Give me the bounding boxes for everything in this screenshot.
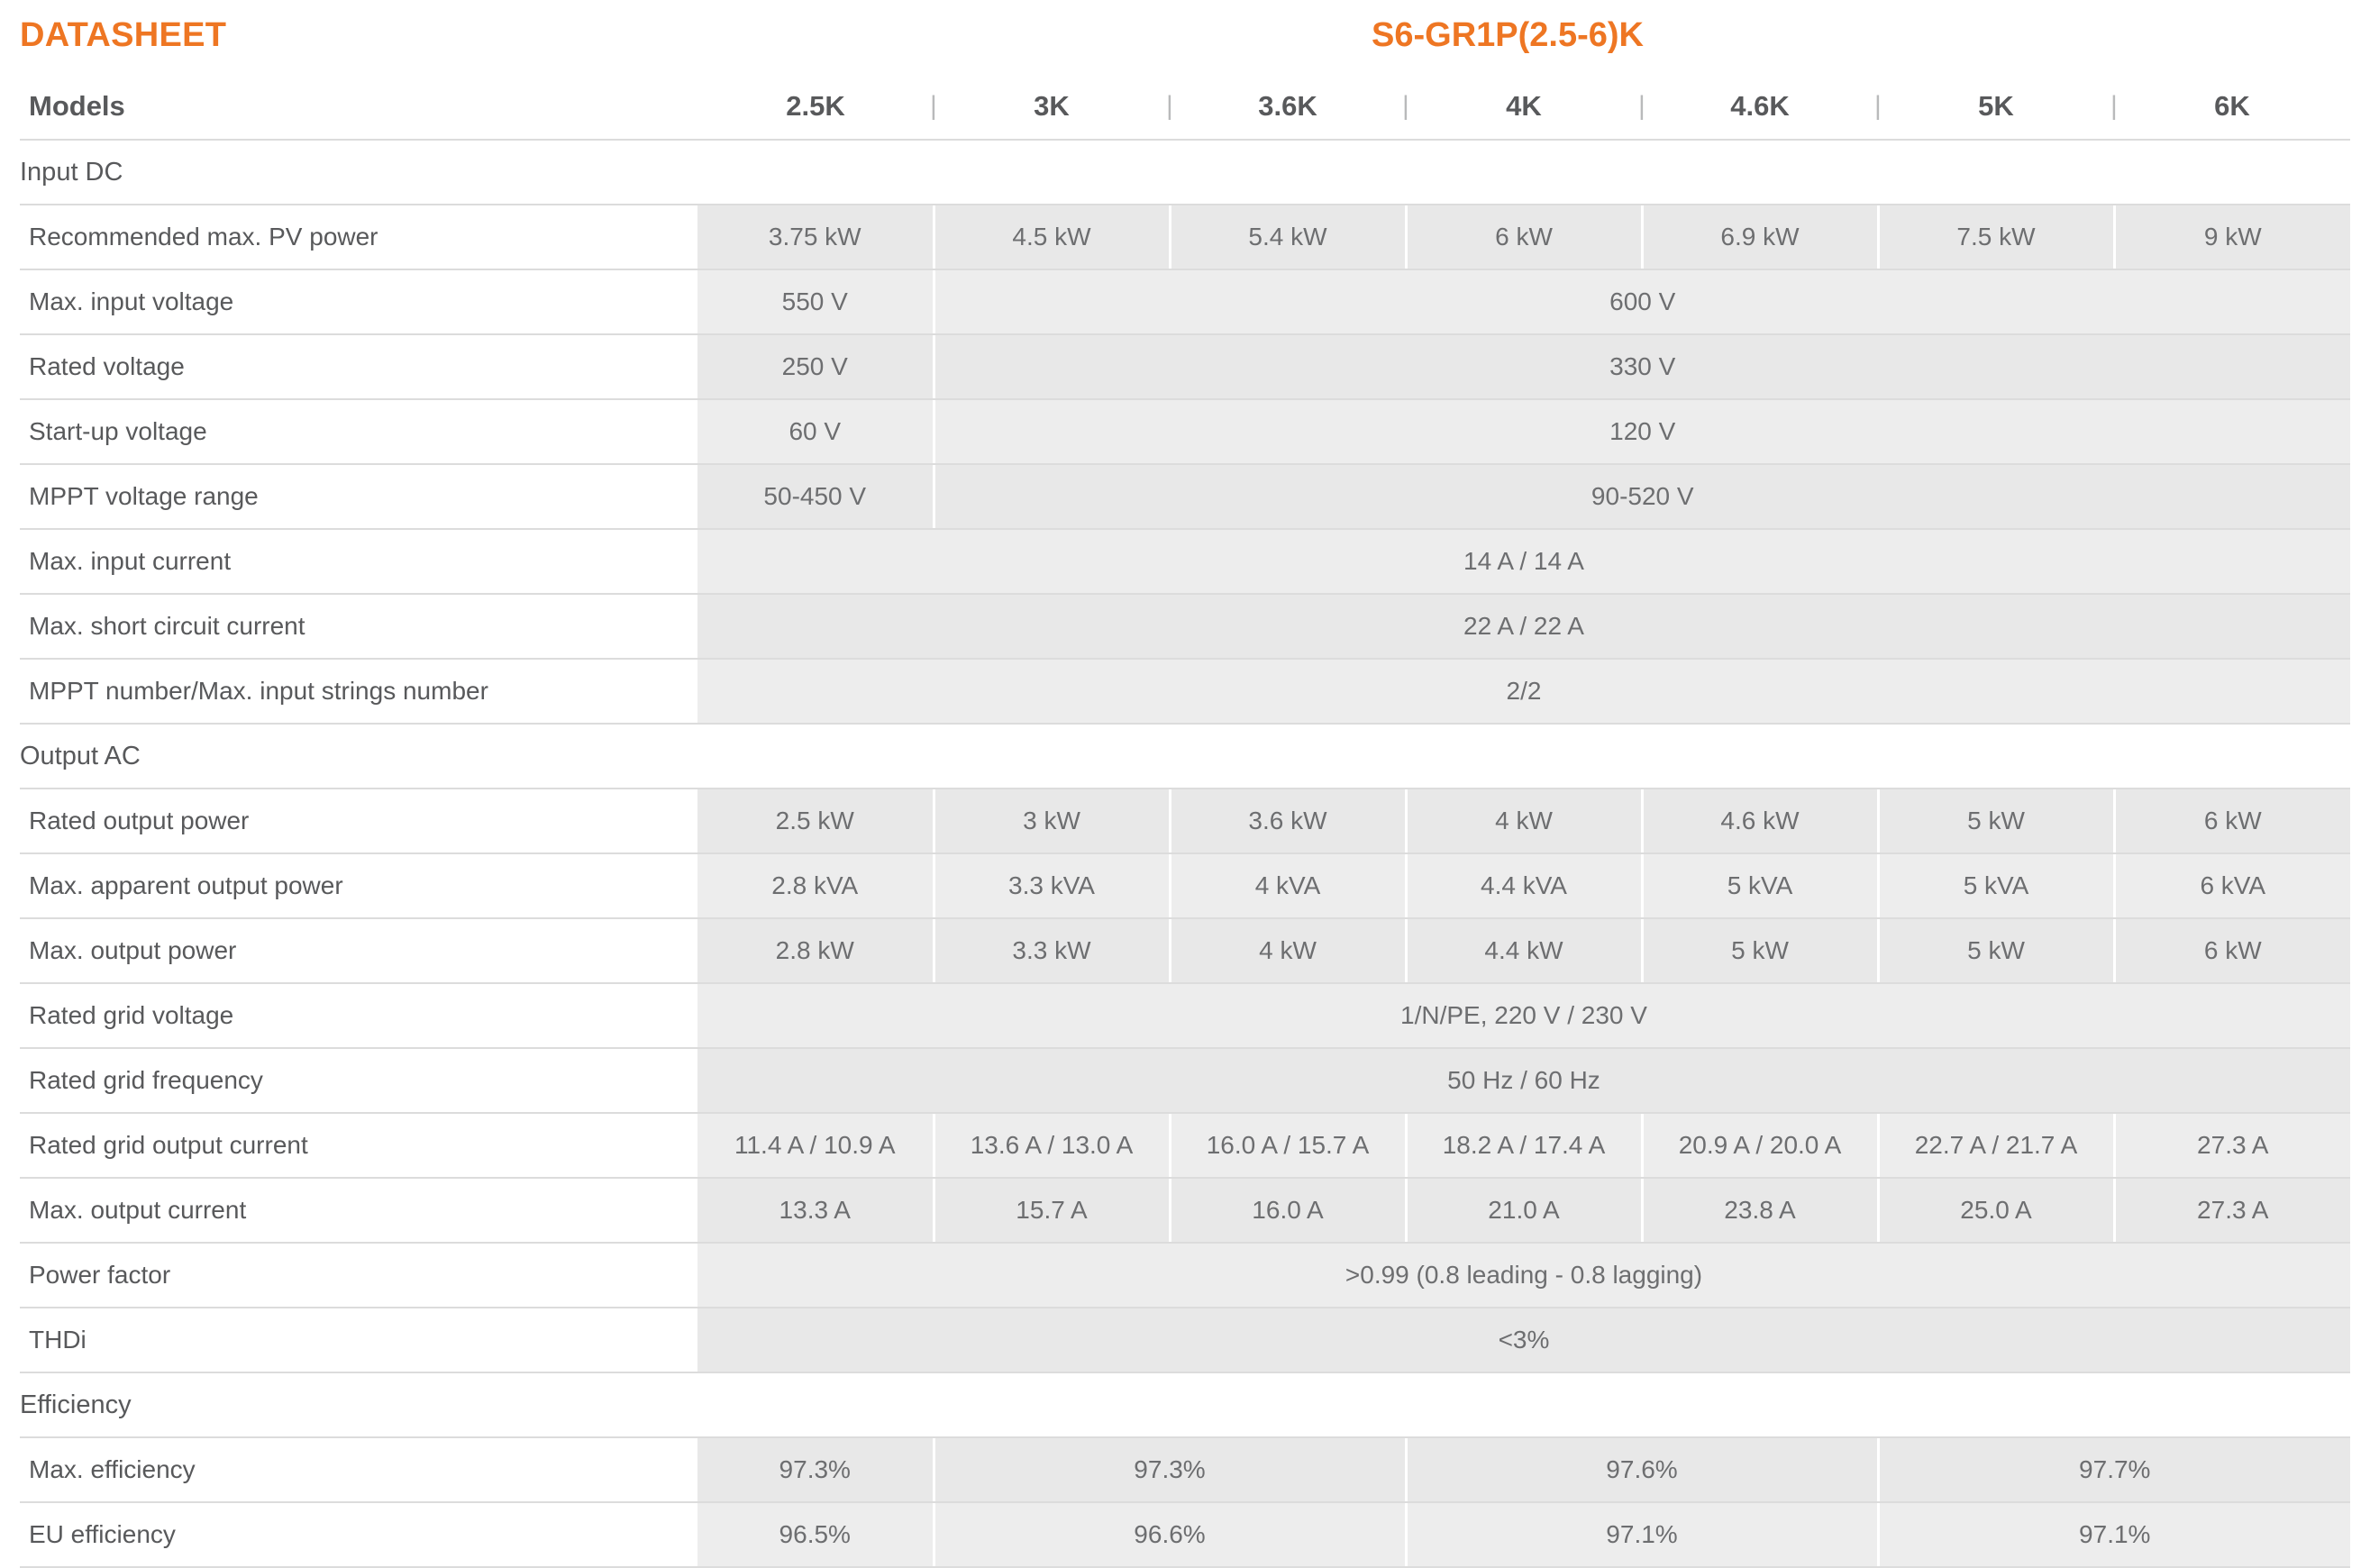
table-cell: 27.3 A: [2114, 1114, 2350, 1177]
table-cell: 2/2: [697, 660, 2350, 723]
table-cell: 15.7 A: [934, 1179, 1170, 1242]
section-title: Efficiency: [20, 1373, 2350, 1436]
table-cell: 120 V: [934, 400, 2350, 463]
table-cell: 13.3 A: [697, 1179, 934, 1242]
column-separator: |: [930, 91, 937, 121]
table-cell: 96.5%: [697, 1503, 934, 1566]
table-cell: 2.8 kVA: [697, 854, 934, 917]
model-column-header: [930, 74, 1170, 139]
row-label: Recommended max. PV power: [20, 205, 697, 269]
table-cell: 5 kW: [1642, 919, 1878, 982]
table-cell: 5 kW: [1878, 919, 2114, 982]
model-column-label: 5K: [1978, 90, 2014, 122]
table-row: [20, 400, 2350, 463]
model-column-label: 6K: [2214, 90, 2250, 122]
table-cell: 9 kW: [2114, 205, 2350, 269]
row-label: Rated grid output current: [20, 1114, 697, 1177]
table-cell: 11.4 A / 10.9 A: [697, 1114, 934, 1177]
table-cell: 14 A / 14 A: [697, 530, 2350, 593]
table-cell: 4 kVA: [1170, 854, 1406, 917]
table-cell: 16.0 A / 15.7 A: [1170, 1114, 1406, 1177]
table-cell: 97.3%: [697, 1438, 934, 1501]
models-header-row: [20, 74, 2350, 139]
section-header-row: [20, 1373, 2350, 1436]
row-label: Rated grid voltage: [20, 984, 697, 1047]
model-family-title: S6-GR1P(2.5-6)K: [1372, 16, 1644, 54]
table-row: [20, 660, 2350, 723]
table-cell: 97.3%: [934, 1438, 1406, 1501]
table-cell: <3%: [697, 1308, 2350, 1372]
table-cell: 5 kW: [1878, 789, 2114, 852]
table-cell: 21.0 A: [1406, 1179, 1642, 1242]
table-row: [20, 1244, 2350, 1307]
table-row: [20, 1438, 2350, 1501]
specifications-table: [20, 74, 2350, 1568]
table-cell: 90-520 V: [934, 465, 2350, 528]
table-cell: 97.7%: [1878, 1438, 2350, 1501]
table-cell: 50 Hz / 60 Hz: [697, 1049, 2350, 1112]
table-cell: 6 kW: [2114, 919, 2350, 982]
table-cell: 2.5 kW: [697, 789, 934, 852]
column-separator: |: [1166, 91, 1173, 121]
table-cell: 97.1%: [1878, 1503, 2350, 1566]
table-row: [20, 789, 2350, 852]
table-cell: 13.6 A / 13.0 A: [934, 1114, 1170, 1177]
column-separator: |: [1874, 91, 1882, 121]
table-row: [20, 270, 2350, 333]
row-label: MPPT voltage range: [20, 465, 697, 528]
document-header: [20, 16, 2350, 74]
row-label: Max. input voltage: [20, 270, 697, 333]
model-column-label: 4.6K: [1730, 90, 1790, 122]
table-row: [20, 465, 2350, 528]
table-cell: 27.3 A: [2114, 1179, 2350, 1242]
table-cell: 3 kW: [934, 789, 1170, 852]
table-cell: 18.2 A / 17.4 A: [1406, 1114, 1642, 1177]
table-cell: 3.3 kVA: [934, 854, 1170, 917]
table-cell: 97.1%: [1406, 1503, 1878, 1566]
table-cell: 5 kVA: [1642, 854, 1878, 917]
row-label: Rated output power: [20, 789, 697, 852]
section-title: Output AC: [20, 725, 2350, 788]
column-separator: |: [1402, 91, 1409, 121]
table-row: [20, 205, 2350, 269]
column-separator: |: [1638, 91, 1645, 121]
table-row: [20, 1503, 2350, 1566]
table-cell: 2.8 kW: [697, 919, 934, 982]
models-label: Models: [29, 90, 125, 122]
model-column-header: [1874, 74, 2114, 139]
table-row: [20, 1308, 2350, 1372]
model-column-header: [1402, 74, 1642, 139]
table-cell: 3.3 kW: [934, 919, 1170, 982]
row-label: Power factor: [20, 1244, 697, 1307]
table-cell: 16.0 A: [1170, 1179, 1406, 1242]
table-cell: 550 V: [697, 270, 934, 333]
row-label: Max. output power: [20, 919, 697, 982]
model-column-header: [1166, 74, 1406, 139]
table-cell: 1/N/PE, 220 V / 230 V: [697, 984, 2350, 1047]
table-row: [20, 530, 2350, 593]
row-label: THDi: [20, 1308, 697, 1372]
section-header-row: [20, 725, 2350, 788]
table-cell: 4.4 kVA: [1406, 854, 1642, 917]
table-cell: 6.9 kW: [1642, 205, 1878, 269]
table-cell: 20.9 A / 20.0 A: [1642, 1114, 1878, 1177]
section-header-row: [20, 141, 2350, 204]
column-separator: |: [2110, 91, 2118, 121]
model-column-header: [697, 74, 934, 139]
table-cell: 50-450 V: [697, 465, 934, 528]
model-column-label: 4K: [1506, 90, 1542, 122]
row-label: MPPT number/Max. input strings number: [20, 660, 697, 723]
table-cell: 6 kW: [1406, 205, 1642, 269]
model-column-label: 3.6K: [1258, 90, 1317, 122]
row-label: Rated grid frequency: [20, 1049, 697, 1112]
model-column-label: 2.5K: [786, 90, 845, 122]
model-column-label: 3K: [1034, 90, 1070, 122]
table-cell: 3.75 kW: [697, 205, 934, 269]
table-cell: 3.6 kW: [1170, 789, 1406, 852]
row-label: Start-up voltage: [20, 400, 697, 463]
row-label: Rated voltage: [20, 335, 697, 398]
table-row: [20, 1114, 2350, 1177]
table-row: [20, 1049, 2350, 1112]
table-row: [20, 919, 2350, 982]
table-cell: 250 V: [697, 335, 934, 398]
table-cell: 23.8 A: [1642, 1179, 1878, 1242]
table-cell: 4 kW: [1170, 919, 1406, 982]
section-title: Input DC: [20, 141, 2350, 204]
table-cell: 4.6 kW: [1642, 789, 1878, 852]
table-cell: 600 V: [934, 270, 2350, 333]
table-cell: 97.6%: [1406, 1438, 1878, 1501]
table-cell: 25.0 A: [1878, 1179, 2114, 1242]
table-row: [20, 984, 2350, 1047]
table-cell: 6 kVA: [2114, 854, 2350, 917]
table-cell: 6 kW: [2114, 789, 2350, 852]
table-cell: 5 kVA: [1878, 854, 2114, 917]
table-cell: 4.5 kW: [934, 205, 1170, 269]
table-cell: 60 V: [697, 400, 934, 463]
model-column-header: [2110, 74, 2350, 139]
table-cell: >0.99 (0.8 leading - 0.8 lagging): [697, 1244, 2350, 1307]
table-cell: 5.4 kW: [1170, 205, 1406, 269]
table-cell: 4 kW: [1406, 789, 1642, 852]
table-row: [20, 335, 2350, 398]
table-cell: 7.5 kW: [1878, 205, 2114, 269]
table-cell: 330 V: [934, 335, 2350, 398]
table-cell: 22.7 A / 21.7 A: [1878, 1114, 2114, 1177]
table-row: [20, 1179, 2350, 1242]
row-label: Max. apparent output power: [20, 854, 697, 917]
page-title: DATASHEET: [20, 16, 227, 54]
table-row: [20, 595, 2350, 658]
row-label: Max. short circuit current: [20, 595, 697, 658]
row-label: Max. input current: [20, 530, 697, 593]
table-cell: 96.6%: [934, 1503, 1406, 1566]
table-cell: 22 A / 22 A: [697, 595, 2350, 658]
row-label: Max. efficiency: [20, 1438, 697, 1501]
row-label: Max. output current: [20, 1179, 697, 1242]
table-cell: 4.4 kW: [1406, 919, 1642, 982]
model-column-header: [1638, 74, 1878, 139]
row-label: EU efficiency: [20, 1503, 697, 1566]
table-row: [20, 854, 2350, 917]
